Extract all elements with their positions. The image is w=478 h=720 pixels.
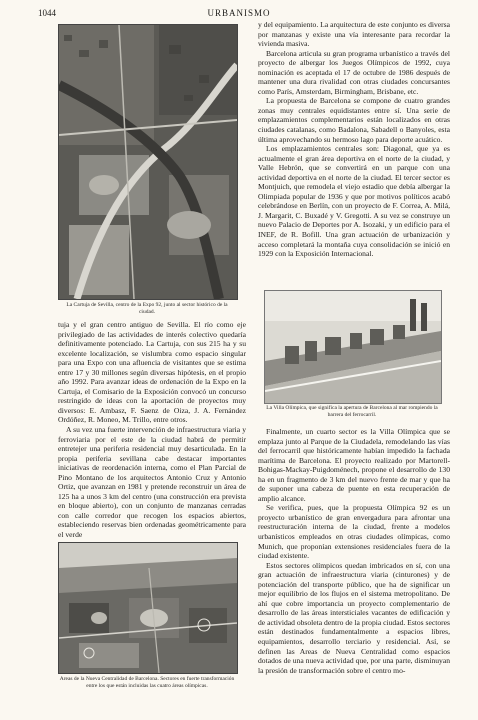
paragraph: Barcelona articula su gran programa urbanístico a través del proyecto de albergar los Juegos Olímpicos de 1992, cuya nominación es aceptada el 17 de octubre de 1986 después de mantener una dura rivalidad con otras ciudades concursantes como París, Amsterdam, Birmingham, Brisbane, etc. [258, 48, 450, 96]
paragraph: Se verifica, pues, que la propuesta Olímpica 92 es un proyecto urbanístico de gran envergadura para afrontar una reestructuración interna de la ciudad, frente a modelos urbanísticos empleados en otras ciudades olímpicas, como Munich, que proponían extensiones residenciales fuera de la ciudad existente. [258, 503, 450, 561]
nueva-centralidad-caption: Areas de la Nueva Centralidad de Barcelona. Sectores en fuerte transformación entre los que están incluidas las cuatro áreas olímpicas. [59, 676, 235, 689]
paragraph: A su vez una fuerte intervención de infraestructura viaria y ferroviaria por el este de la ciudad habrá de permitir entretejer una periferia residencial muy desarticulada. En la propia periferia sevillana cabe destacar importantes iniciativas de reordenación interna, como el Plan Parcial de Pino Montano de los arquitectos Antonio Cruz y Antonio Ortiz, que avanzan en 1981 y pretende reconstruir un área de 125 ha a unos 3 km del centro (una construcción era prevista en bloque abierto), con un conjunto de manzanas cerradas con calle corredor que recogen los espacios abiertos, estableciendo reservas bien ordenadas geométricamente para el verde [58, 425, 246, 540]
villa-olimpica-photo [264, 290, 442, 404]
page-number: 1044 [38, 8, 56, 18]
paragraph: Estos sectores olímpicos quedan imbricados en sí, con una gran actuación de infraestructura viaria (cinturones) y de potenciación del transporte público, que ha de significar un mejor equilibrio de los flujos en el sistema metropolitano. De ahí que cobre importancia un proyecto complementario de desarrollo de las áreas intersticiales vacantes de edificación y de actividad obsoleta dentro de la propia ciudad. Estos sectores están destinados fundamentalmente a espacios libres, equipamientos, desarrollo terciario y residencial. Así, se definen las Areas de Nueva Centralidad como espacios dotados de una nueva actividad que, por una parte, disminuyan la presión de transformación sobre el centro mo- [258, 560, 450, 675]
paragraph: tuja y el gran centro antiguo de Sevilla. El río como eje privilegiado de las actividades de interés colectivo quedaría definitivamente potenciado. La Cartuja, con sus 215 ha y su excelente localización, se vislumbra como espacio singular para una Expo con una afluencia de visitantes que se estima entre 17 y 30 millones según diversas hipótesis, en el propio año 1992. Para avanzar ideas de ordenación de la Expo en la Cartuja, el Comisario de la Exposición convocó un concurso restringido de ideas con la aportación de proyectos muy diversos: E. Ambasz, F. Saenz de Oiza, J. A. Fernández Ordóñez, R. Moneo, M. Trillo, entre otros. [58, 320, 246, 425]
left-column-text [58, 320, 246, 540]
running-head: URBANISMO [207, 8, 271, 18]
right-column-top-text [258, 20, 450, 259]
paragraph: Finalmente, un cuarto sector es la Villa Olímpica que se emplaza junto al Parque de la Ciudadela, remodelando las vías del ferrocarril que históricamente habían impedido la fachada marítima de Barcelona. El proyecto realizado por Martorell-Bohigas-Mackay-Puigdoménech, propone el desarrollo de 130 ha en un fragmento de 3 km del nuevo frente de mar y que ha de suponer una cabeza de puente en esta recuperación de amplio alcance. [258, 427, 450, 503]
right-column-bottom-text [258, 427, 450, 675]
page-header [38, 8, 440, 20]
paragraph: La propuesta de Barcelona se compone de cuatro grandes zonas muy centrales equidistantes entre sí. Una serie de emplazamientos complementarios están localizados en otras ciudades catalanas, como Badalona, Sabadell o Banyoles, esta última aprovechando su hermoso lago para deporte acuático. [258, 96, 450, 144]
villa-olimpica-caption: La Villa Olímpica, que significa la apertura de Barcelona al mar rompiendo la barrera del ferrocarril. [266, 405, 438, 418]
cartuja-caption: La Cartuja de Sevilla, centro de la Expo 92, junto al sector histórico de la ciudad. [66, 302, 228, 315]
nueva-centralidad-photo [58, 542, 238, 674]
paragraph: Los emplazamientos centrales son: Diagonal, que ya es actualmente el gran área deportiva en el norte de la ciudad, y Valle Hebrón, que se convertirá en un parque con una actividad deportiva en el norte de la ciudad. El tercer sector es Montjuich, que remodela el viejo estadio que debía albergar la Olimpiada popular de 1936 y que por motivos políticos acabó celebrándose en Berlín, con un proyecto de F. Correa, A. Milá, J. Margarit, C. Buxadé y V. Gregotti. A su vez se construye un nuevo Palacio de Deportes por A. Isozaki, y un edificio para el INEF, de R. Bofill. Una gran actuación de urbanización y acceso completará la montaña cuya consolidación se inició en 1929 con la Exposición Internacional. [258, 144, 450, 259]
paragraph: y del equipamiento. La arquitectura de este conjunto es diversa por manzanas y existe una vía interesante para recordar la vivienda masiva. [258, 20, 450, 49]
cartuja-aerial-photo [58, 24, 238, 300]
